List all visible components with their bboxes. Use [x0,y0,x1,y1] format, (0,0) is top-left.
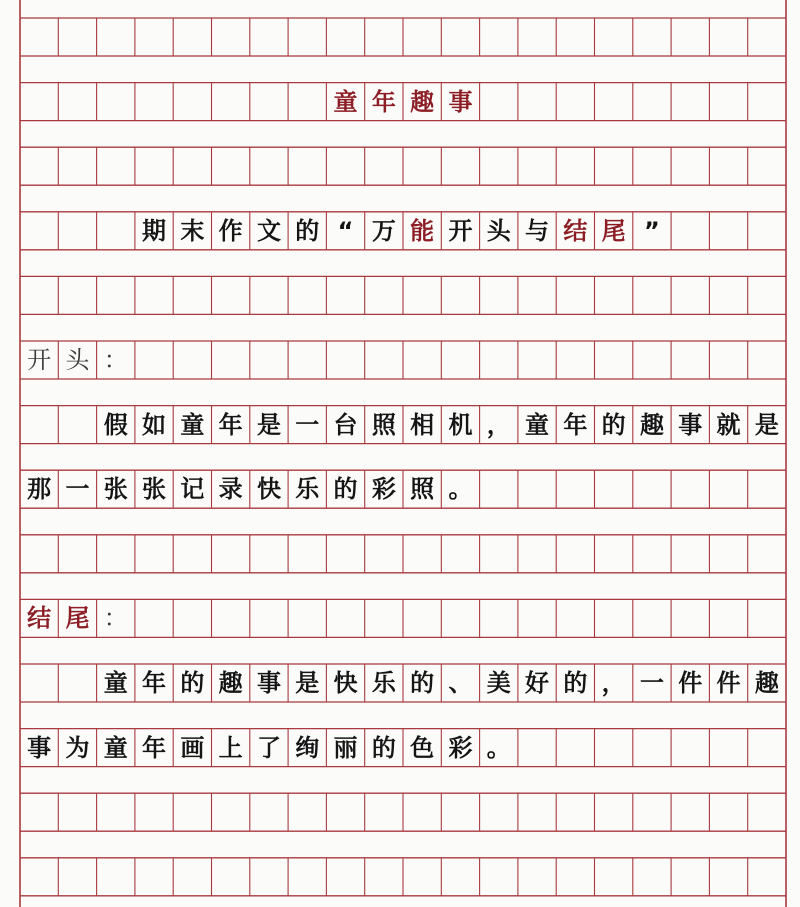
grid-char: 事 [678,410,703,439]
grid-char: 的 [295,216,320,245]
grid-row [20,858,786,896]
grid-char: 照 [410,475,435,504]
grid-char: 年 [142,669,167,697]
grid-char: 文 [256,216,281,245]
grid-char: 童 [103,733,128,762]
grid-char: 童 [180,410,205,439]
grid-char: 的 [333,475,358,504]
grid-char: 与 [525,216,550,245]
grid-row [20,406,786,444]
grid-char: 年 [142,733,167,762]
grid-char: 事 [256,669,281,697]
grid-char: 绚 [295,733,320,762]
grid-char: 开 [27,346,52,374]
grid-char: 头 [65,346,90,374]
grid-char: 彩 [371,475,396,504]
grid-row [20,147,786,185]
grid-char: 假 [103,410,128,439]
grid-char: 好 [525,669,550,697]
grid-char: 为 [65,733,90,762]
grid-char: 童 [103,669,128,697]
grid-char: 美 [486,669,511,697]
grid-char: 色 [410,733,435,762]
grid-char: 能 [410,216,435,245]
grid-char: 年 [371,87,396,116]
grid-char: 那 [27,475,52,504]
grid-char: 就 [716,410,741,439]
grid-char: 录 [218,475,243,504]
grid-char: ， [486,410,511,439]
grid-char: 一 [639,669,664,697]
grid-char: 、 [448,669,473,697]
grid-row [20,18,786,56]
grid-char: 上 [218,733,243,762]
grid-row [20,276,786,314]
grid-char: 趣 [410,87,435,116]
grid-char: 头 [486,216,511,245]
grid-char: 丽 [333,733,358,762]
grid-char: 趣 [639,410,664,439]
grid-char: 快 [333,669,358,697]
grid-row [20,341,786,379]
grid-row [20,470,786,508]
grid-char: 开 [448,216,473,245]
grid-char: 期 [142,216,167,245]
grid-char: 乐 [295,475,320,504]
grid-row [20,793,786,831]
grid-char: 末 [180,216,205,245]
grid-char: 的 [410,669,435,697]
grid-char: 。 [448,475,473,504]
grid-char: 乐 [371,669,396,697]
grid-char: 相 [410,410,435,439]
grid-row [20,729,786,767]
grid-char: 记 [180,475,205,504]
grid-row [20,83,786,121]
grid-char: 的 [601,410,626,439]
grid-char: 。 [486,733,511,762]
grid-char: 年 [563,410,588,439]
grid-char: 画 [180,733,205,762]
grid-char: 照 [371,410,396,439]
grid-char: 趣 [754,669,779,697]
grid-char: 事 [448,87,473,116]
grid-char: 趣 [218,669,243,697]
grid-char: 一 [295,410,320,439]
grid-char: 尾 [65,604,90,633]
grid-char: 彩 [448,733,473,762]
grid-row [20,212,786,250]
grid-char: 件 [716,669,741,697]
grid-row [20,599,786,637]
grid-char: 一 [65,475,90,504]
grid-char: 万 [371,216,396,245]
grid-char: ： [103,346,128,374]
grid-char: 是 [256,410,281,439]
grid-char: 童 [333,87,358,116]
grid-char: 尾 [601,216,626,245]
grid-char: ： [103,604,128,633]
grid-char: 张 [103,475,128,504]
grid-char: 作 [218,216,243,245]
grid-char: 事 [27,733,52,762]
grid-char: 结 [27,604,52,633]
grid-char: 年 [218,410,243,439]
grid-char: 件 [678,669,703,697]
grid-row [20,664,786,702]
grid-char: 是 [295,669,320,697]
grid-char: ， [601,669,626,697]
grid-char: 的 [180,669,205,697]
grid-char: 了 [256,733,281,762]
grid-char: 台 [333,410,358,439]
grid-char: 结 [563,216,588,245]
grid-char: 机 [448,410,473,439]
grid-char: 的 [371,733,396,762]
grid-char: 的 [563,669,588,697]
grid-char: ” [644,216,660,245]
grid-row [20,535,786,573]
grid-char: 是 [754,410,779,439]
grid-char: 童 [525,410,550,439]
grid-char: 快 [256,475,281,504]
grid-char: 如 [142,410,167,439]
grid-char: 张 [142,475,167,504]
grid-char: “ [337,216,354,245]
